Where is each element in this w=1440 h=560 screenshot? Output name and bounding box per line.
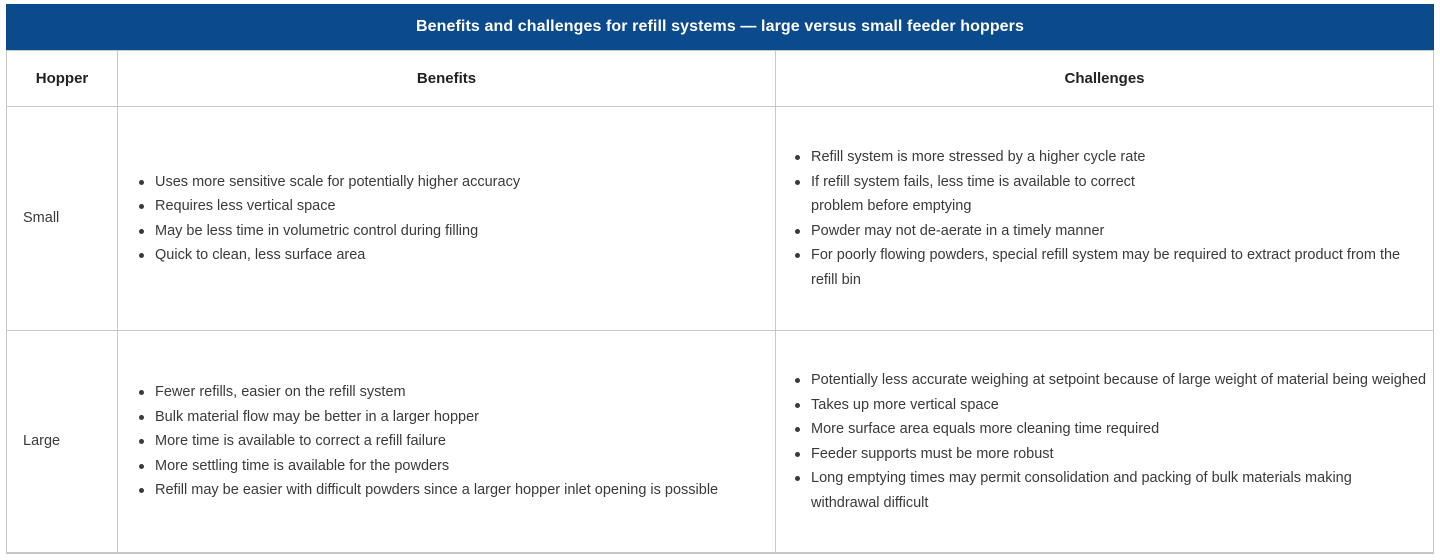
list-item: Feeder supports must be more robust [793,442,1383,467]
list-item: Bulk material flow may be better in a larger hopper [137,405,774,430]
table-title: Benefits and challenges for refill systems — large versus small feeder hoppers [6,4,1434,50]
benefits-list [119,380,774,503]
hopper-cell: Small [7,107,118,331]
list-item: Quick to clean, less surface area [137,243,774,268]
list-item: More surface area equals more cleaning time required [793,417,1383,442]
hopper-cell: Large [7,331,118,553]
list-item: Fewer refills, easier on the refill system [137,380,774,405]
list-item: Refill may be easier with difficult powders since a larger hopper inlet opening is possible [137,478,774,503]
list-item: Refill system is more stressed by a higher cycle rate [793,145,1173,170]
list-item: More time is available to correct a refill failure [137,429,774,454]
table-row [7,107,1434,331]
list-item: Long emptying times may permit consolidation and packing of bulk materials making withdrawal difficult [793,466,1383,515]
header-hopper: Hopper [7,51,118,107]
list-item: Requires less vertical space [137,194,774,219]
header-benefits: Benefits [118,51,776,107]
table-row [7,331,1434,553]
list-item: May be less time in volumetric control during filling [137,219,774,244]
list-item: For poorly flowing powders, special refill system may be required to extract product from the refill bin [793,243,1401,292]
list-item: If refill system fails, less time is available to correct problem before emptying [793,170,1173,219]
comparison-table [6,50,1434,553]
comparison-table-container [6,4,1434,552]
challenges-list [777,368,1427,515]
list-item: Uses more sensitive scale for potentially higher accuracy [137,170,774,195]
header-challenges: Challenges [776,51,1434,107]
benefits-cell [118,331,776,553]
challenges-list [777,145,1401,292]
list-item: Takes up more vertical space [793,393,1383,418]
challenges-cell [776,331,1434,553]
header-row [7,51,1434,107]
list-item: Powder may not de-aerate in a timely manner [793,219,1173,244]
benefits-list [119,170,774,268]
list-item: More settling time is available for the powders [137,454,774,479]
list-item: Potentially less accurate weighing at setpoint because of large weight of material being weighed [793,368,1383,393]
challenges-cell [776,107,1434,331]
benefits-cell [118,107,776,331]
